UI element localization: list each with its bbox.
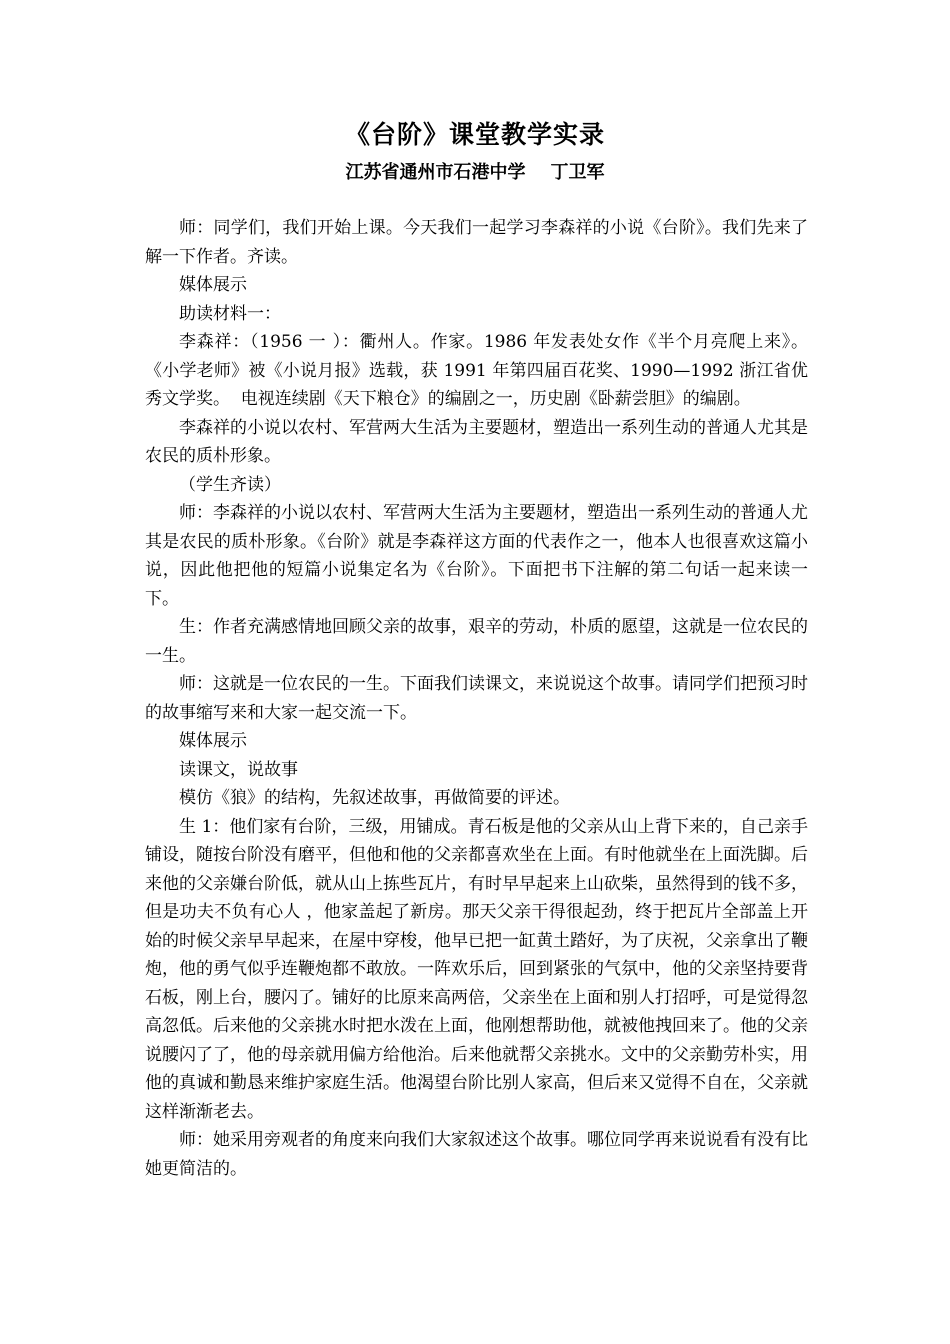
paragraph: 模仿《狼》的结构，先叙述故事，再做简要的评述。: [179, 788, 570, 808]
paragraph: 师：同学们，我们开始上课。今天我们一起学习李森祥的小说《台阶》。我们先来了解一下作者。齐读。: [145, 218, 808, 267]
paragraph: 李森祥的小说以农村、军营两大生活为主要题材，塑造出一系列生动的普通人尤其是农民的质朴形象。: [145, 417, 808, 466]
paragraph: 生 1：他们家有台阶，三级，用铺成。青石板是他的父亲从山上背下来的，自己亲手铺设，随按台阶没有磨平，但他和他的父亲都喜欢坐在上面。有时他就坐在上面洗脚。后来他的父亲嫌台阶低，就从山上拣些瓦片，有时早早起来上山砍柴，虽然得到的钱不多，但是功夫不负有心人 ，他家盖起了新房。那天父亲干得很起劲，终于把瓦片全部盖上开始的时候父亲早早起来，在屋中穿梭，他早已把一缸黄土踏好，为了庆祝，父亲拿出了鞭炮，他的勇气似乎连鞭炮都不敢放。一阵欢乐后，回到紧张的气氛中，他的父亲坚持要背石板，刚上台，腰闪了。铺好的比原来高两倍，父亲坐在上面和别人打招呼，可是觉得忽高忽低。后来他的父亲挑水时把水泼在上面，他刚想帮助他，就被他拽回来了。他的父亲说腰闪了了，他的母亲就用偏方给他治。后来他就帮父亲挑水。文中的父亲勤劳朴实，用他的真诚和勤恳来维护家庭生活。他渴望台阶比别人家高，但后来又觉得不自在，父亲就这样渐渐老去。: [145, 816, 808, 1122]
paragraph: 师：这就是一位农民的一生。下面我们读课文，来说说这个故事。请同学们把预习时的故事缩写来和大家一起交流一下。: [145, 674, 808, 723]
paragraph: 师：她采用旁观者的角度来向我们大家叙述这个故事。哪位同学再来说说看有没有比她更简洁的。: [145, 1130, 808, 1179]
paragraph: 助读材料一：: [179, 303, 281, 324]
paragraph: 李森祥：（1956 一 ）：衢州人。作家。1986 年发表处女作《半个月亮爬上来》。《小学老师》被《小说月报》选载，获 1991 年第四届百花奖、1990—1992 浙江省优秀文学奖。 电视连续剧《天下粮仓》的编剧之一，历史剧《卧薪尝胆》的编剧。: [145, 332, 808, 409]
paragraph: （学生齐读）: [179, 474, 281, 495]
paragraph: 生：作者充满感情地回顾父亲的故事，艰辛的劳动，朴质的愿望，这就是一位农民的一生。: [145, 617, 808, 666]
document-title: 《台阶》课堂教学实录: [344, 120, 605, 149]
paragraph: 媒体展示: [179, 731, 247, 751]
paragraph: 读课文，说故事: [179, 759, 298, 780]
paragraph: 师：李森祥的小说以农村、军营两大生活为主要题材，塑造出一系列生动的普通人尤其是农民的质朴形象。《台阶》就是李森祥这方面的代表作之一，他本人也很喜欢这篇小说，因此他把他的短篇小说集定名为《台阶》。下面把书下注解的第二句话一起来读一下。: [145, 503, 808, 609]
author-line: 江苏省通州市石港中学 丁卫军: [345, 162, 605, 183]
document-body: [145, 214, 808, 1183]
paragraph: 媒体展示: [179, 275, 247, 295]
